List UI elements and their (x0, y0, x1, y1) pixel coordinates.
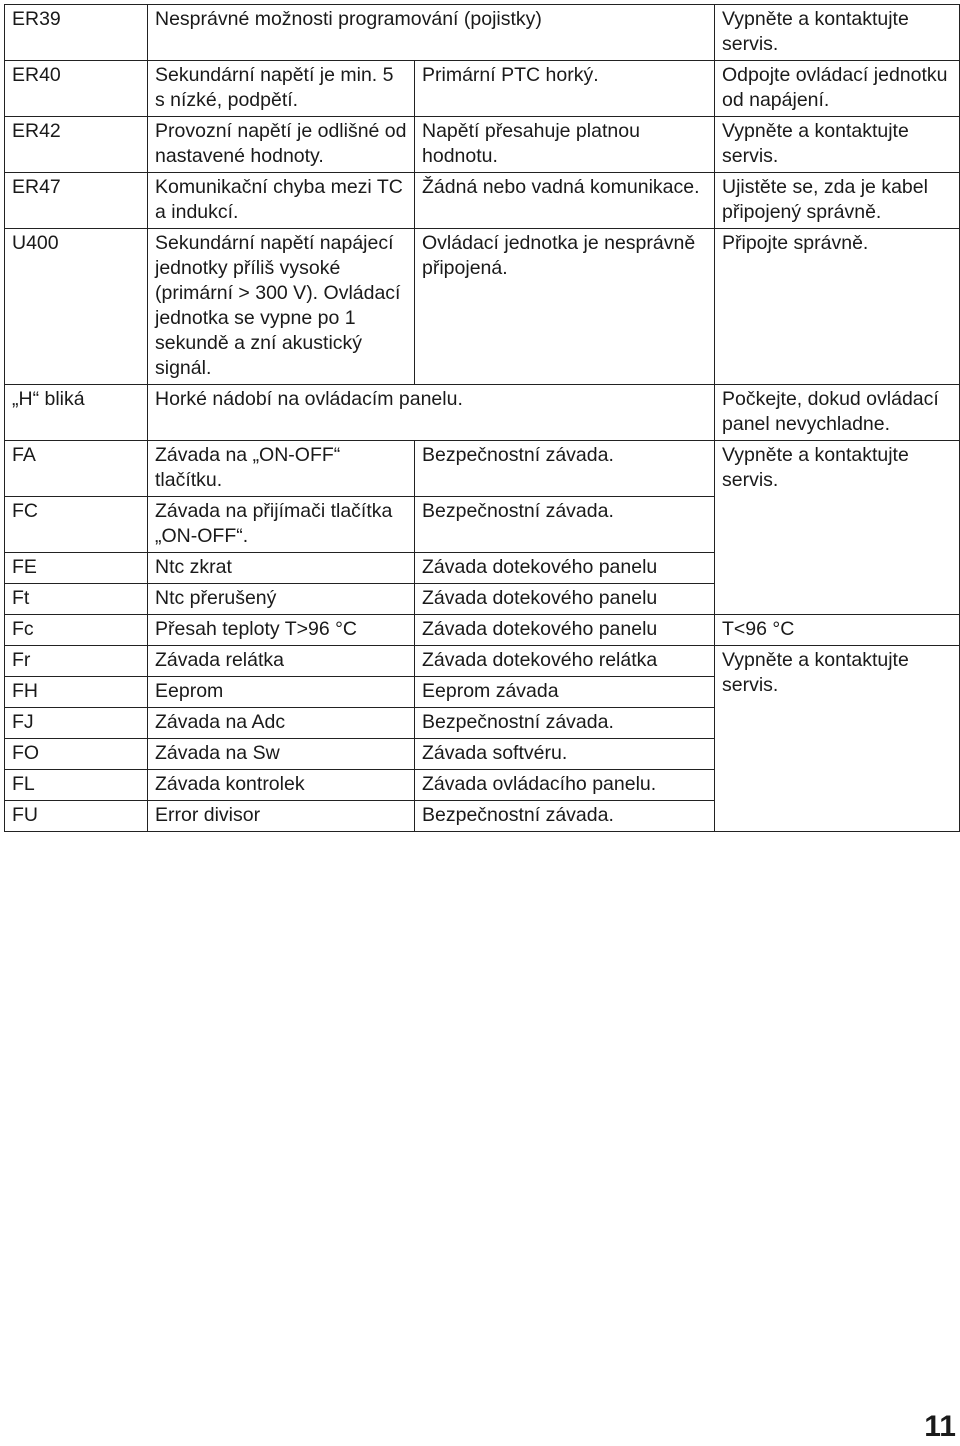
error-cause: Závada dotekového panelu (415, 584, 715, 615)
error-description: Závada na Adc (148, 708, 415, 739)
error-code: Fc (5, 615, 148, 646)
error-action: Počkejte, dokud ovládací panel nevychladne. (715, 385, 960, 441)
error-code: Ft (5, 584, 148, 615)
error-action: T<96 °C (715, 615, 960, 646)
error-code: FU (5, 801, 148, 832)
table-row-fr (5, 646, 960, 677)
table-row-fa (5, 441, 960, 497)
error-cause: Bezpečnostní závada. (415, 441, 715, 497)
error-code: ER42 (5, 117, 148, 173)
error-code: ER47 (5, 173, 148, 229)
error-code: FE (5, 553, 148, 584)
error-cause: Eeprom závada (415, 677, 715, 708)
error-description: Ntc přerušený (148, 584, 415, 615)
error-action: Vypněte a kontaktujte servis. (715, 646, 960, 832)
error-cause: Bezpečnostní závada. (415, 801, 715, 832)
error-action: Vypněte a kontaktujte servis. (715, 441, 960, 615)
error-description: Provozní napětí je odlišné od nastavené hodnoty. (148, 117, 415, 173)
error-cause: Žádná nebo vadná komunikace. (415, 173, 715, 229)
error-code: U400 (5, 229, 148, 385)
error-cause: Bezpečnostní závada. (415, 708, 715, 739)
error-code: FA (5, 441, 148, 497)
error-cause: Závada dotekového relátka (415, 646, 715, 677)
table-row-u400 (5, 229, 960, 385)
error-code: FH (5, 677, 148, 708)
page-number: 11 (924, 1410, 956, 1443)
error-description: Závada na Sw (148, 739, 415, 770)
error-description: Eeprom (148, 677, 415, 708)
error-description: Sekundární napětí je min. 5 s nízké, podpětí. (148, 61, 415, 117)
error-code: Fr (5, 646, 148, 677)
error-cause: Závada dotekového panelu (415, 615, 715, 646)
table-row-er40 (5, 61, 960, 117)
error-cause: Závada ovládacího panelu. (415, 770, 715, 801)
error-cause: Bezpečnostní závada. (415, 497, 715, 553)
error-code-table (4, 4, 960, 832)
error-description: Závada na přijímači tlačítka „ON-OFF“. (148, 497, 415, 553)
error-description: Nesprávné možnosti programování (pojistky) (148, 5, 715, 61)
error-action: Připojte správně. (715, 229, 960, 385)
error-description: Závada kontrolek (148, 770, 415, 801)
error-description: Přesah teploty T>96 °C (148, 615, 415, 646)
error-cause: Závada dotekového panelu (415, 553, 715, 584)
table-row-er47 (5, 173, 960, 229)
error-description: Error divisor (148, 801, 415, 832)
table-row-er42 (5, 117, 960, 173)
error-code: ER39 (5, 5, 148, 61)
error-code: „H“ bliká (5, 385, 148, 441)
error-code: FL (5, 770, 148, 801)
table-row-h-blinking (5, 385, 960, 441)
error-cause: Závada softvéru. (415, 739, 715, 770)
error-description: Komunikační chyba mezi TC a indukcí. (148, 173, 415, 229)
error-description: Závada na „ON-OFF“ tlačítku. (148, 441, 415, 497)
error-cause: Primární PTC horký. (415, 61, 715, 117)
error-code: FC (5, 497, 148, 553)
table-row-er39 (5, 5, 960, 61)
error-action: Odpojte ovládací jednotku od napájení. (715, 61, 960, 117)
error-cause: Napětí přesahuje platnou hodnotu. (415, 117, 715, 173)
error-code: FJ (5, 708, 148, 739)
error-description: Sekundární napětí napájecí jednotky příliš vysoké (primární > 300 V). Ovládací jednotka se vypne po 1 sekundě a zní akustický signál. (148, 229, 415, 385)
error-code: FO (5, 739, 148, 770)
error-action: Vypněte a kontaktujte servis. (715, 5, 960, 61)
table-row-fc-lower (5, 615, 960, 646)
error-description: Závada relátka (148, 646, 415, 677)
error-cause: Ovládací jednotka je nesprávně připojená. (415, 229, 715, 385)
error-description: Ntc zkrat (148, 553, 415, 584)
error-description: Horké nádobí na ovládacím panelu. (148, 385, 715, 441)
error-code: ER40 (5, 61, 148, 117)
error-action: Vypněte a kontaktujte servis. (715, 117, 960, 173)
error-action: Ujistěte se, zda je kabel připojený správně. (715, 173, 960, 229)
